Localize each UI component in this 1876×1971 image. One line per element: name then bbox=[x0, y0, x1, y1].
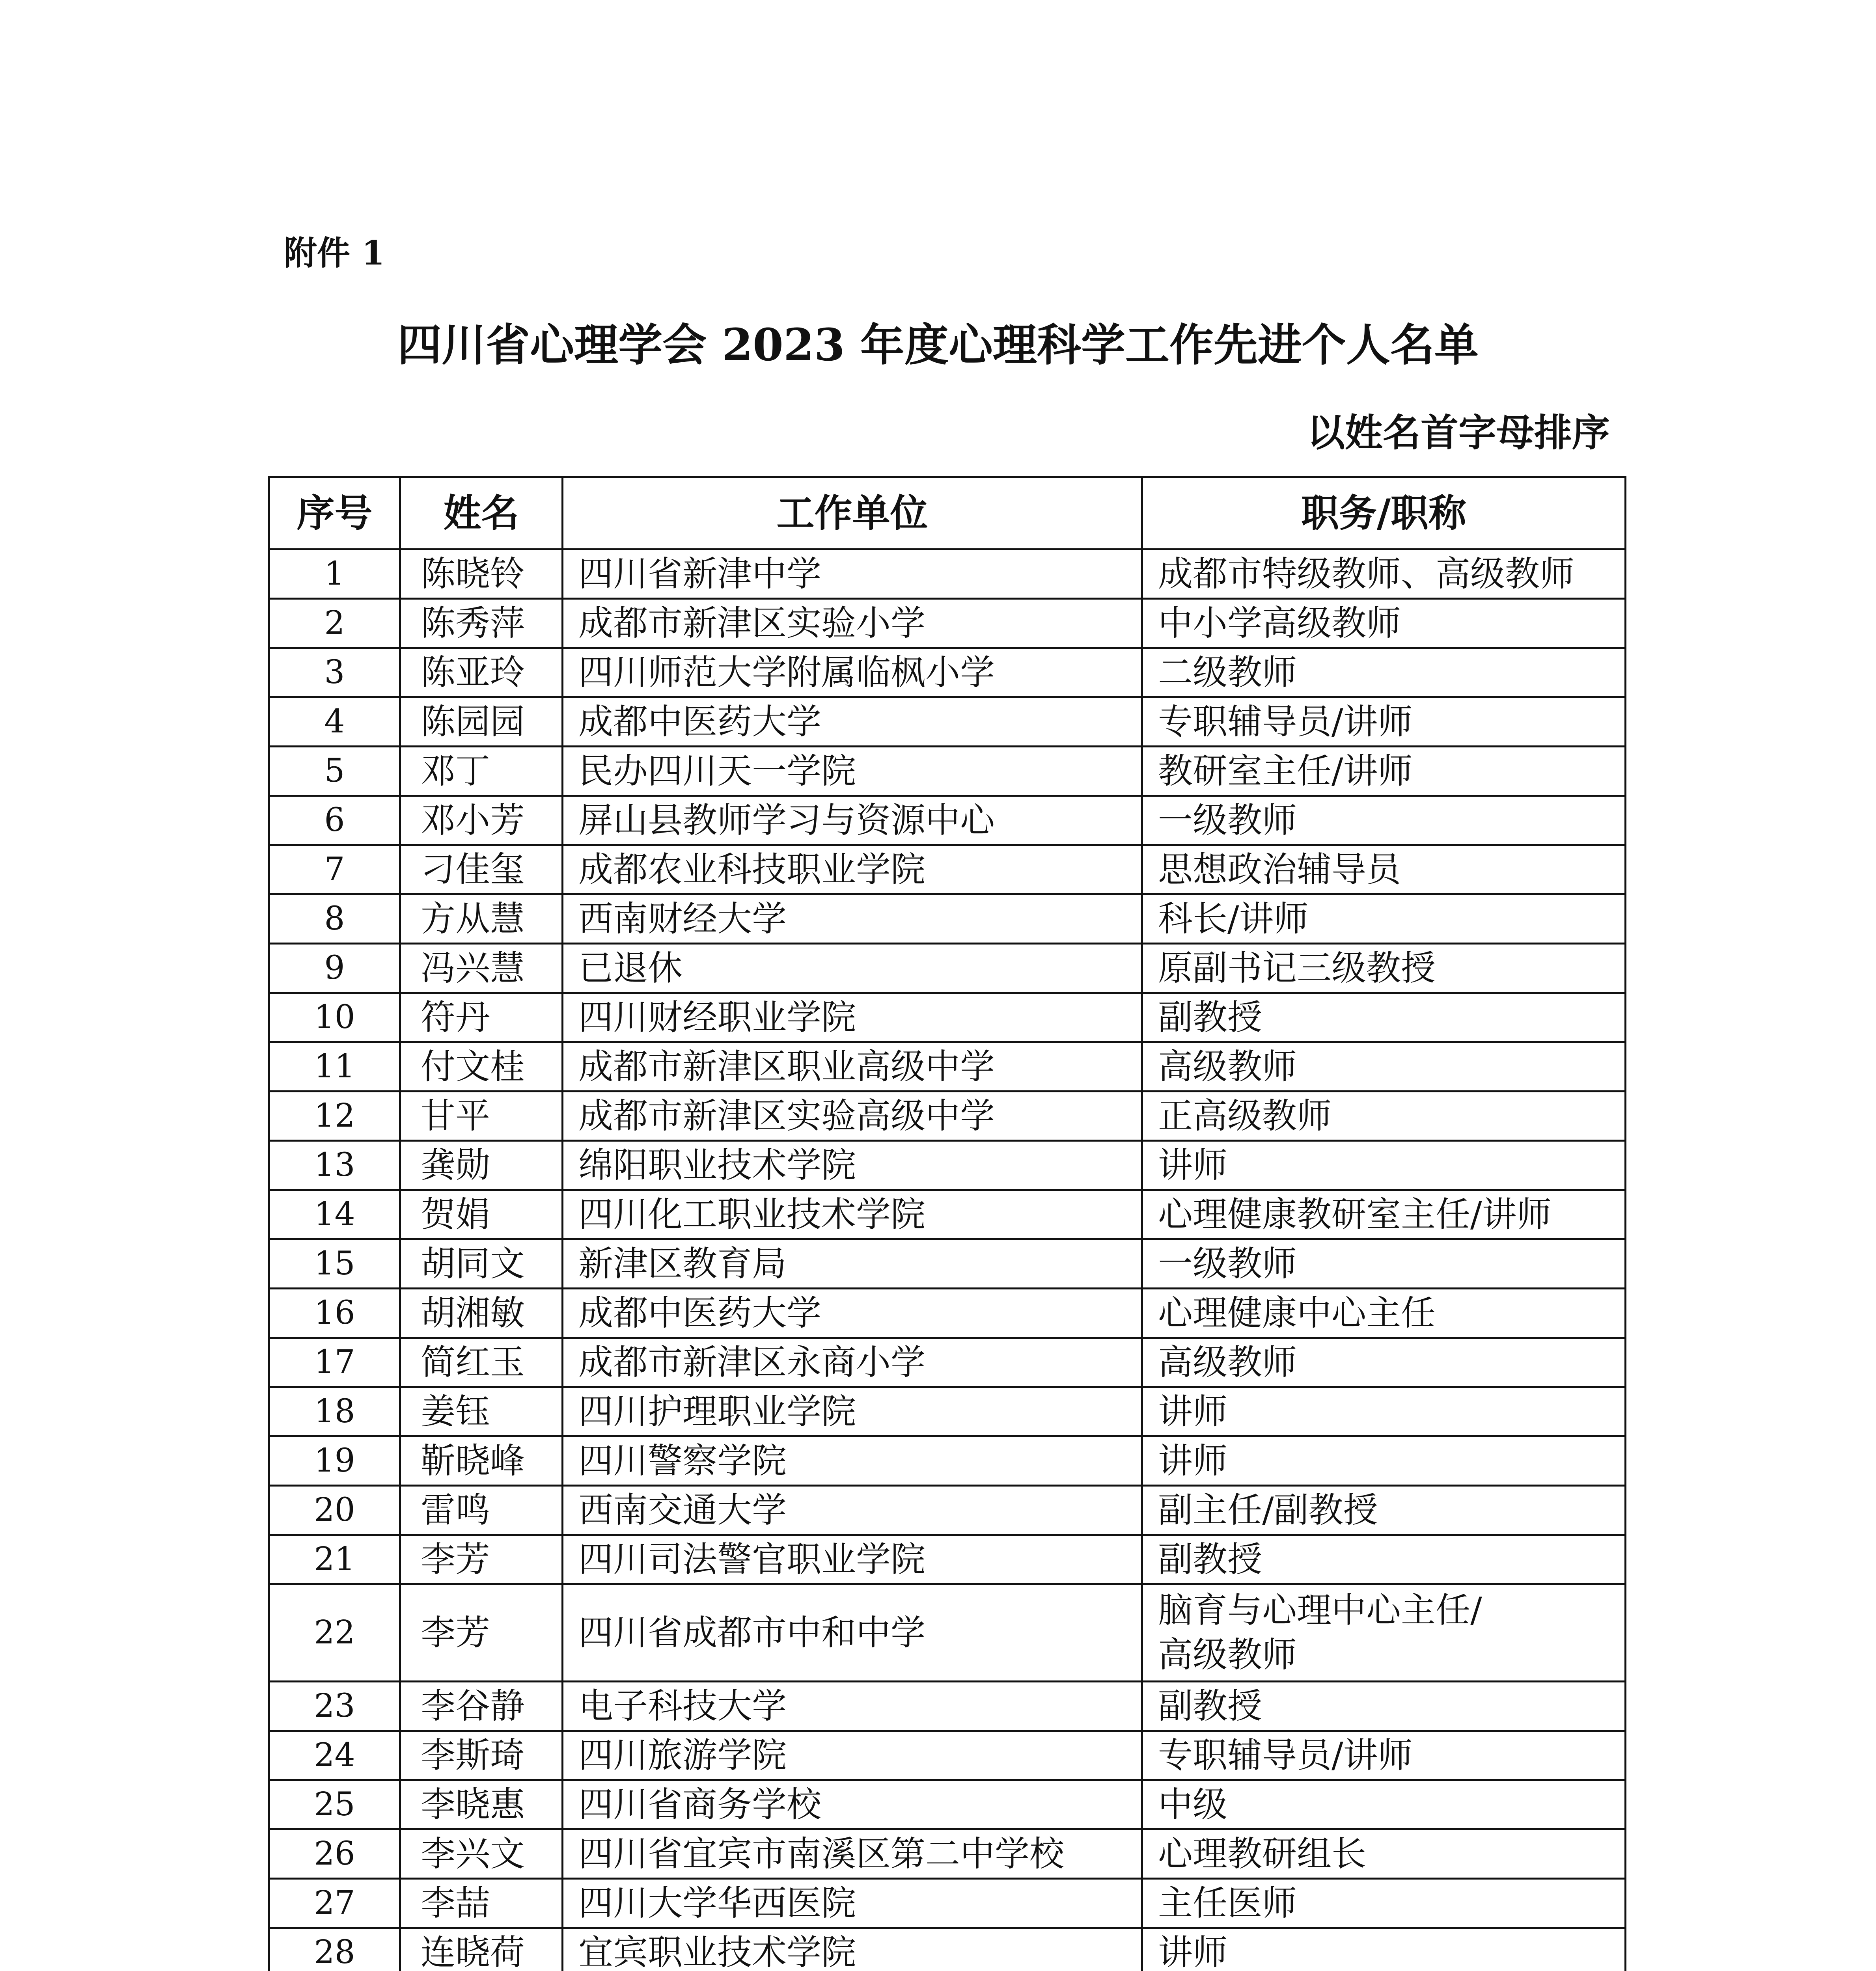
name-cell: 刁佳玺 bbox=[400, 845, 563, 894]
name-cell: 胡同文 bbox=[400, 1239, 563, 1289]
position-title-cell: 原副书记三级教授 bbox=[1142, 944, 1626, 993]
serial-cell: 4 bbox=[269, 697, 400, 747]
work-unit-cell: 四川省宜宾市南溪区第二中学校 bbox=[563, 1829, 1142, 1879]
header-position-title: 职务/职称 bbox=[1142, 477, 1626, 550]
name-cell: 李芳 bbox=[400, 1584, 563, 1682]
name-cell: 靳晓峰 bbox=[400, 1436, 563, 1486]
serial-cell: 13 bbox=[269, 1141, 400, 1190]
table-row bbox=[269, 648, 1626, 697]
position-title-cell: 心理健康教研室主任/讲师 bbox=[1142, 1190, 1626, 1239]
table-row bbox=[269, 1879, 1626, 1928]
name-cell: 李喆 bbox=[400, 1879, 563, 1928]
serial-cell: 5 bbox=[269, 747, 400, 796]
work-unit-cell: 四川旅游学院 bbox=[563, 1731, 1142, 1780]
serial-cell: 23 bbox=[269, 1682, 400, 1731]
position-title-cell: 一级教师 bbox=[1142, 796, 1626, 845]
position-title-cell: 思想政治辅导员 bbox=[1142, 845, 1626, 894]
name-cell: 连晓荷 bbox=[400, 1928, 563, 1971]
position-title-cell: 主任医师 bbox=[1142, 1879, 1626, 1928]
name-cell: 邓丁 bbox=[400, 747, 563, 796]
table-row bbox=[269, 1829, 1626, 1879]
work-unit-cell: 四川大学华西医院 bbox=[563, 1879, 1142, 1928]
work-unit-cell: 成都市新津区实验高级中学 bbox=[563, 1092, 1142, 1141]
table-row bbox=[269, 845, 1626, 894]
table-row bbox=[269, 1928, 1626, 1971]
position-title-cell: 高级教师 bbox=[1142, 1042, 1626, 1092]
work-unit-cell: 宜宾职业技术学院 bbox=[563, 1928, 1142, 1971]
serial-cell: 3 bbox=[269, 648, 400, 697]
header-row bbox=[269, 477, 1626, 550]
serial-cell: 15 bbox=[269, 1239, 400, 1289]
work-unit-cell: 四川师范大学附属临枫小学 bbox=[563, 648, 1142, 697]
serial-cell: 9 bbox=[269, 944, 400, 993]
name-cell: 李兴文 bbox=[400, 1829, 563, 1879]
serial-cell: 11 bbox=[269, 1042, 400, 1092]
work-unit-cell: 成都中医药大学 bbox=[563, 1289, 1142, 1338]
position-title-cell: 副主任/副教授 bbox=[1142, 1486, 1626, 1535]
serial-cell: 7 bbox=[269, 845, 400, 894]
table-row bbox=[269, 1731, 1626, 1780]
position-title-cell: 专职辅导员/讲师 bbox=[1142, 1731, 1626, 1780]
table-row bbox=[269, 894, 1626, 944]
position-title-cell: 教研室主任/讲师 bbox=[1142, 747, 1626, 796]
serial-cell: 8 bbox=[269, 894, 400, 944]
header-serial: 序号 bbox=[269, 477, 400, 550]
name-cell: 简红玉 bbox=[400, 1338, 563, 1387]
work-unit-cell: 四川省新津中学 bbox=[563, 550, 1142, 599]
serial-cell: 28 bbox=[269, 1928, 400, 1971]
position-title-cell: 讲师 bbox=[1142, 1928, 1626, 1971]
header-name: 姓名 bbox=[400, 477, 563, 550]
serial-cell: 12 bbox=[269, 1092, 400, 1141]
name-cell: 冯兴慧 bbox=[400, 944, 563, 993]
work-unit-cell: 四川警察学院 bbox=[563, 1436, 1142, 1486]
serial-cell: 22 bbox=[269, 1584, 400, 1682]
position-title-cell: 科长/讲师 bbox=[1142, 894, 1626, 944]
position-title-cell: 心理健康中心主任 bbox=[1142, 1289, 1626, 1338]
work-unit-cell: 屏山县教师学习与资源中心 bbox=[563, 796, 1142, 845]
position-title-cell: 脑育与心理中心主任/ 高级教师 bbox=[1142, 1584, 1626, 1682]
position-title-cell: 副教授 bbox=[1142, 993, 1626, 1042]
serial-cell: 16 bbox=[269, 1289, 400, 1338]
work-unit-cell: 西南交通大学 bbox=[563, 1486, 1142, 1535]
table-row bbox=[269, 1535, 1626, 1584]
table-row bbox=[269, 1387, 1626, 1436]
name-cell: 胡湘敏 bbox=[400, 1289, 563, 1338]
work-unit-cell: 四川省商务学校 bbox=[563, 1780, 1142, 1829]
serial-cell: 10 bbox=[269, 993, 400, 1042]
table-row bbox=[269, 1239, 1626, 1289]
position-title-cell: 讲师 bbox=[1142, 1141, 1626, 1190]
serial-cell: 1 bbox=[269, 550, 400, 599]
serial-cell: 2 bbox=[269, 599, 400, 648]
serial-cell: 14 bbox=[269, 1190, 400, 1239]
work-unit-cell: 新津区教育局 bbox=[563, 1239, 1142, 1289]
name-cell: 陈亚玲 bbox=[400, 648, 563, 697]
name-cell: 龚勋 bbox=[400, 1141, 563, 1190]
work-unit-cell: 绵阳职业技术学院 bbox=[563, 1141, 1142, 1190]
name-cell: 李谷静 bbox=[400, 1682, 563, 1731]
roster-table-header bbox=[269, 477, 1626, 550]
table-row bbox=[269, 1682, 1626, 1731]
header-work-unit: 工作单位 bbox=[563, 477, 1142, 550]
name-cell: 姜钰 bbox=[400, 1387, 563, 1436]
serial-cell: 21 bbox=[269, 1535, 400, 1584]
position-title-cell: 二级教师 bbox=[1142, 648, 1626, 697]
work-unit-cell: 西南财经大学 bbox=[563, 894, 1142, 944]
table-row bbox=[269, 993, 1626, 1042]
work-unit-cell: 电子科技大学 bbox=[563, 1682, 1142, 1731]
table-row bbox=[269, 1486, 1626, 1535]
work-unit-cell: 四川财经职业学院 bbox=[563, 993, 1142, 1042]
work-unit-cell: 成都市新津区实验小学 bbox=[563, 599, 1142, 648]
name-cell: 甘平 bbox=[400, 1092, 563, 1141]
sort-note: 以姓名首字母排序 bbox=[1307, 410, 1610, 455]
serial-cell: 27 bbox=[269, 1879, 400, 1928]
work-unit-cell: 四川司法警官职业学院 bbox=[563, 1535, 1142, 1584]
name-cell: 陈晓铃 bbox=[400, 550, 563, 599]
table-row bbox=[269, 796, 1626, 845]
table-row bbox=[269, 599, 1626, 648]
serial-cell: 26 bbox=[269, 1829, 400, 1879]
position-title-cell: 副教授 bbox=[1142, 1535, 1626, 1584]
table-row bbox=[269, 1289, 1626, 1338]
position-title-cell: 副教授 bbox=[1142, 1682, 1626, 1731]
position-title-cell: 一级教师 bbox=[1142, 1239, 1626, 1289]
position-title-cell: 专职辅导员/讲师 bbox=[1142, 697, 1626, 747]
table-row bbox=[269, 747, 1626, 796]
roster-table bbox=[268, 476, 1626, 1971]
serial-cell: 19 bbox=[269, 1436, 400, 1486]
work-unit-cell: 四川省成都市中和中学 bbox=[563, 1584, 1142, 1682]
document-title: 四川省心理学会 2023 年度心理科学工作先进个人名单 bbox=[397, 319, 1479, 371]
position-title-cell: 高级教师 bbox=[1142, 1338, 1626, 1387]
position-title-cell: 成都市特级教师、高级教师 bbox=[1142, 550, 1626, 599]
name-cell: 贺娟 bbox=[400, 1190, 563, 1239]
name-cell: 付文桂 bbox=[400, 1042, 563, 1092]
attachment-label: 附件 1 bbox=[284, 233, 385, 272]
table-row bbox=[269, 1092, 1626, 1141]
work-unit-cell: 已退休 bbox=[563, 944, 1142, 993]
work-unit-cell: 成都市新津区职业高级中学 bbox=[563, 1042, 1142, 1092]
position-title-cell: 讲师 bbox=[1142, 1387, 1626, 1436]
table-row bbox=[269, 1584, 1626, 1682]
name-cell: 李晓惠 bbox=[400, 1780, 563, 1829]
position-title-cell: 中小学高级教师 bbox=[1142, 599, 1626, 648]
position-title-cell: 心理教研组长 bbox=[1142, 1829, 1626, 1879]
position-title-cell: 中级 bbox=[1142, 1780, 1626, 1829]
name-cell: 陈秀萍 bbox=[400, 599, 563, 648]
table-row bbox=[269, 697, 1626, 747]
name-cell: 雷鸣 bbox=[400, 1486, 563, 1535]
name-cell: 符丹 bbox=[400, 993, 563, 1042]
table-row bbox=[269, 550, 1626, 599]
table-row bbox=[269, 1190, 1626, 1239]
serial-cell: 6 bbox=[269, 796, 400, 845]
work-unit-cell: 四川化工职业技术学院 bbox=[563, 1190, 1142, 1239]
table-row bbox=[269, 944, 1626, 993]
position-title-cell: 正高级教师 bbox=[1142, 1092, 1626, 1141]
work-unit-cell: 成都农业科技职业学院 bbox=[563, 845, 1142, 894]
serial-cell: 18 bbox=[269, 1387, 400, 1436]
table-row bbox=[269, 1436, 1626, 1486]
work-unit-cell: 民办四川天一学院 bbox=[563, 747, 1142, 796]
roster-table-body bbox=[269, 550, 1626, 1971]
table-row bbox=[269, 1338, 1626, 1387]
table-row bbox=[269, 1780, 1626, 1829]
name-cell: 陈园园 bbox=[400, 697, 563, 747]
table-row bbox=[269, 1042, 1626, 1092]
work-unit-cell: 四川护理职业学院 bbox=[563, 1387, 1142, 1436]
name-cell: 邓小芳 bbox=[400, 796, 563, 845]
work-unit-cell: 成都市新津区永商小学 bbox=[563, 1338, 1142, 1387]
serial-cell: 20 bbox=[269, 1486, 400, 1535]
name-cell: 方从慧 bbox=[400, 894, 563, 944]
serial-cell: 24 bbox=[269, 1731, 400, 1780]
work-unit-cell: 成都中医药大学 bbox=[563, 697, 1142, 747]
name-cell: 李斯琦 bbox=[400, 1731, 563, 1780]
serial-cell: 17 bbox=[269, 1338, 400, 1387]
table-row bbox=[269, 1141, 1626, 1190]
position-title-cell: 讲师 bbox=[1142, 1436, 1626, 1486]
serial-cell: 25 bbox=[269, 1780, 400, 1829]
name-cell: 李芳 bbox=[400, 1535, 563, 1584]
